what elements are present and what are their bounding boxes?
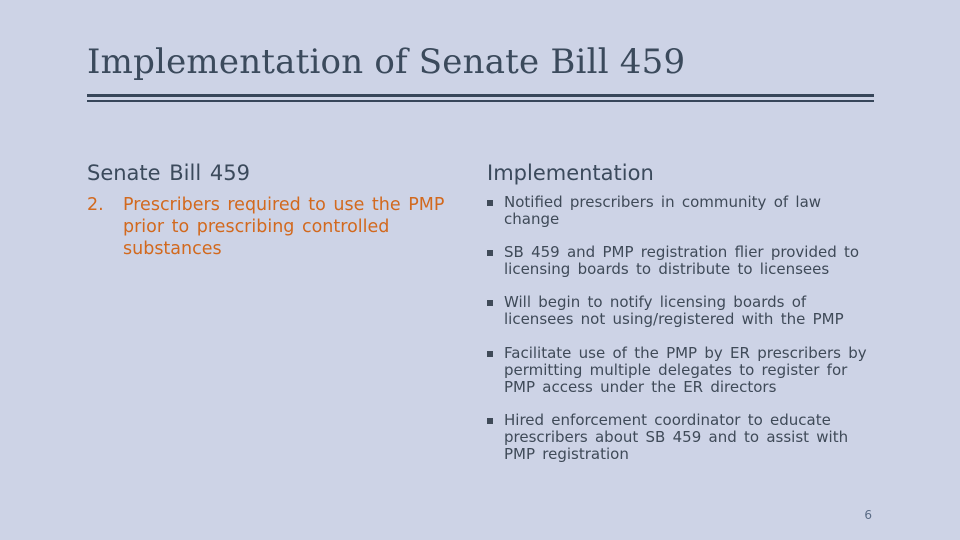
- bullet-text: SB 459 and PMP registration flier provided to licensing boards to distribute to licensees: [504, 243, 860, 278]
- bullet-text: Notified prescribers in community of law change: [504, 193, 822, 228]
- bullet-item: [487, 294, 882, 328]
- bullet-item: [487, 194, 882, 228]
- square-bullet-icon: [487, 300, 493, 306]
- title-divider-thin: [87, 100, 874, 102]
- list-item-text: Prescribers required to use the PMP prior to prescribing controlled substances: [123, 195, 445, 259]
- square-bullet-icon: [487, 351, 493, 357]
- bullet-item: [487, 244, 882, 278]
- left-column-heading: Senate Bill 459: [87, 161, 250, 185]
- bullet-text: Facilitate use of the PMP by ER prescribers by permitting multiple delegates to register for PMP access under the ER directors: [504, 344, 867, 396]
- numbered-list-item: [87, 194, 487, 260]
- bullet-text: Hired enforcement coordinator to educate prescribers about SB 459 and to assist with PMP registration: [504, 411, 849, 463]
- bullet-text: Will begin to notify licensing boards of licensees not using/registered with the PMP: [504, 293, 844, 328]
- bullet-item: [487, 412, 882, 463]
- page-number: 6: [864, 508, 872, 522]
- right-column-heading: Implementation: [487, 161, 654, 185]
- square-bullet-icon: [487, 200, 493, 206]
- square-bullet-icon: [487, 250, 493, 256]
- title-divider-thick: [87, 94, 874, 97]
- slide-title: Implementation of Senate Bill 459: [87, 42, 686, 82]
- bullet-item: [487, 345, 882, 396]
- square-bullet-icon: [487, 418, 493, 424]
- list-item-number: 2.: [87, 195, 104, 215]
